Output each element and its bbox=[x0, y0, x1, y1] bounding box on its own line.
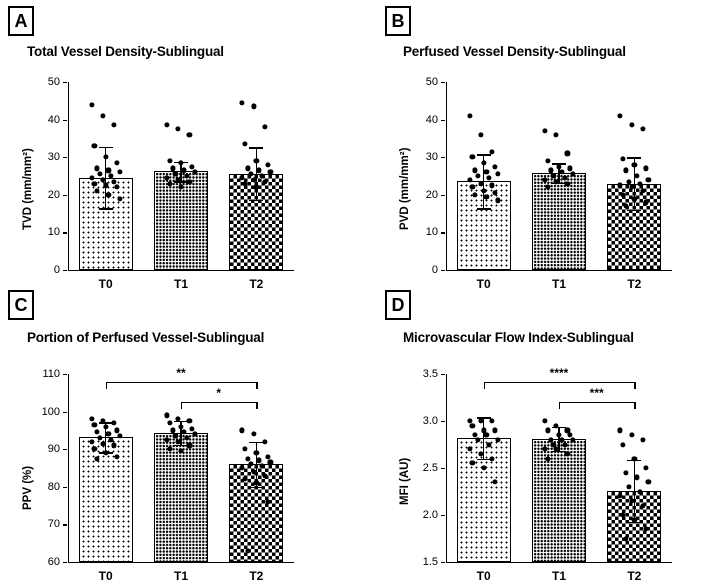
y-tick bbox=[63, 270, 67, 271]
y-tick-label: 50 bbox=[425, 76, 438, 88]
x-tick-label-t1: T1 bbox=[173, 277, 188, 291]
panel-d-title: Microvascular Flow Index-Sublingual bbox=[403, 330, 634, 345]
y-tick-label: 40 bbox=[47, 113, 60, 126]
data-point bbox=[492, 164, 497, 169]
data-point bbox=[478, 132, 483, 137]
data-point bbox=[621, 442, 626, 447]
data-point bbox=[170, 166, 175, 171]
data-point bbox=[484, 170, 489, 175]
x-tick-label-t0: T0 bbox=[98, 277, 113, 291]
data-point bbox=[623, 168, 628, 173]
data-point bbox=[243, 447, 248, 452]
data-point bbox=[245, 166, 250, 171]
error-cap bbox=[249, 147, 263, 148]
data-point bbox=[89, 102, 94, 107]
data-point bbox=[473, 168, 478, 173]
data-point bbox=[257, 168, 262, 173]
error-cap bbox=[627, 157, 641, 158]
panel-b-ylabel: PVD (mm/mm²) bbox=[399, 147, 411, 230]
data-point bbox=[187, 132, 192, 137]
data-point bbox=[95, 166, 100, 171]
data-point bbox=[481, 160, 486, 165]
data-point bbox=[251, 432, 256, 437]
y-tick-label: 110 bbox=[42, 368, 60, 380]
data-point bbox=[167, 158, 172, 163]
significance-bracket bbox=[106, 382, 257, 383]
panel-c-title: Portion of Perfused Vessel-Sublingual bbox=[27, 330, 265, 345]
data-point bbox=[643, 465, 648, 470]
data-point bbox=[95, 430, 100, 435]
data-point bbox=[495, 172, 500, 177]
y-axis bbox=[446, 374, 447, 563]
data-point bbox=[190, 164, 195, 169]
x-axis bbox=[68, 562, 294, 563]
error-cap bbox=[249, 487, 263, 488]
y-tick-label: 10 bbox=[47, 226, 60, 239]
y-tick bbox=[63, 374, 67, 375]
panel-c-ylabel: PPV (%) bbox=[22, 465, 34, 510]
significance-bracket bbox=[181, 402, 256, 403]
x-axis bbox=[446, 562, 672, 563]
error-cap bbox=[99, 147, 113, 148]
y-tick-label: 70 bbox=[47, 518, 60, 531]
y-tick-label: 20 bbox=[425, 188, 438, 201]
data-point bbox=[106, 168, 111, 173]
y-tick bbox=[441, 468, 445, 469]
x-tick-label-t2: T2 bbox=[249, 569, 264, 583]
data-point bbox=[257, 458, 262, 463]
y-tick bbox=[63, 412, 67, 413]
data-point bbox=[626, 484, 631, 489]
data-point bbox=[470, 155, 475, 160]
x-tick-label-t1: T1 bbox=[551, 569, 566, 583]
y-axis bbox=[68, 374, 69, 563]
significance-label: *** bbox=[589, 386, 604, 400]
y-tick-label: 2.5 bbox=[422, 462, 438, 474]
significance-tick bbox=[181, 402, 182, 409]
error-bar bbox=[256, 147, 257, 200]
significance-label: ** bbox=[176, 366, 186, 380]
data-point bbox=[178, 160, 183, 165]
data-point bbox=[556, 164, 561, 169]
y-tick-label: 3.5 bbox=[422, 368, 438, 380]
error-cap bbox=[99, 208, 113, 209]
y-tick-label: 60 bbox=[47, 556, 60, 568]
significance-tick bbox=[559, 402, 560, 409]
error-cap bbox=[249, 200, 263, 201]
y-tick bbox=[441, 120, 445, 121]
data-point bbox=[542, 418, 547, 423]
data-point bbox=[542, 128, 547, 133]
data-point bbox=[190, 426, 195, 431]
x-tick-label-t1: T1 bbox=[173, 569, 188, 583]
data-point bbox=[265, 162, 270, 167]
x-tick-label-t0: T0 bbox=[98, 569, 113, 583]
data-point bbox=[467, 113, 472, 118]
data-point bbox=[565, 151, 570, 156]
data-point bbox=[621, 156, 626, 161]
data-point bbox=[89, 417, 94, 422]
panel-a-letter: A bbox=[8, 6, 34, 36]
y-tick-label: 30 bbox=[47, 151, 60, 164]
data-point bbox=[97, 172, 102, 177]
data-point bbox=[568, 166, 573, 171]
y-tick bbox=[63, 157, 67, 158]
y-tick-label: 2.0 bbox=[422, 509, 438, 521]
y-tick bbox=[441, 374, 445, 375]
data-point bbox=[178, 424, 183, 429]
significance-bracket bbox=[484, 382, 635, 383]
y-axis bbox=[446, 82, 447, 271]
y-tick-label: 80 bbox=[47, 480, 60, 493]
significance-label: * bbox=[216, 386, 221, 400]
y-tick-label: 0 bbox=[53, 264, 60, 276]
data-point bbox=[475, 173, 480, 178]
data-point bbox=[635, 173, 640, 178]
data-point bbox=[554, 132, 559, 137]
data-point bbox=[240, 100, 245, 105]
x-tick-label-t1: T1 bbox=[551, 277, 566, 291]
data-point bbox=[262, 439, 267, 444]
y-tick bbox=[63, 232, 67, 233]
significance-tick bbox=[106, 382, 107, 389]
data-point bbox=[100, 113, 105, 118]
error-cap bbox=[477, 208, 491, 209]
data-point bbox=[240, 428, 245, 433]
y-tick bbox=[441, 195, 445, 196]
y-tick bbox=[63, 562, 67, 563]
y-tick bbox=[63, 487, 67, 488]
data-point bbox=[187, 418, 192, 423]
y-tick bbox=[441, 232, 445, 233]
data-point bbox=[545, 158, 550, 163]
data-point bbox=[92, 143, 97, 148]
data-point bbox=[117, 170, 122, 175]
y-tick bbox=[441, 421, 445, 422]
panel-d-plot bbox=[422, 366, 672, 583]
y-tick-label: 10 bbox=[425, 226, 438, 239]
data-point bbox=[111, 123, 116, 128]
data-point bbox=[635, 475, 640, 480]
data-point bbox=[632, 162, 637, 167]
panel-b-letter: B bbox=[385, 6, 411, 36]
data-point bbox=[618, 428, 623, 433]
data-point bbox=[484, 433, 489, 438]
panel-a-ylabel: TVD (mm/mm²) bbox=[22, 148, 34, 230]
data-point bbox=[640, 437, 645, 442]
panel-c-letter: C bbox=[8, 290, 34, 320]
error-cap bbox=[477, 154, 491, 155]
panel-d-ylabel: MFI (AU) bbox=[399, 457, 411, 505]
data-point bbox=[114, 160, 119, 165]
data-point bbox=[243, 141, 248, 146]
x-axis bbox=[68, 270, 294, 271]
x-tick-label-t2: T2 bbox=[249, 277, 264, 291]
data-point bbox=[623, 470, 628, 475]
x-tick-label-t0: T0 bbox=[476, 569, 491, 583]
y-tick bbox=[63, 195, 67, 196]
data-point bbox=[103, 424, 108, 429]
data-point bbox=[245, 456, 250, 461]
data-point bbox=[92, 422, 97, 427]
x-tick-label-t2: T2 bbox=[627, 277, 642, 291]
data-point bbox=[487, 175, 492, 180]
data-point bbox=[251, 104, 256, 109]
y-tick-label: 50 bbox=[47, 76, 60, 88]
data-point bbox=[629, 433, 634, 438]
y-tick bbox=[63, 449, 67, 450]
significance-tick bbox=[256, 402, 257, 409]
y-axis bbox=[68, 82, 69, 271]
panel-a-title: Total Vessel Density-Sublingual bbox=[27, 44, 224, 59]
y-tick-label: 3.0 bbox=[422, 415, 438, 427]
data-point bbox=[470, 423, 475, 428]
data-point bbox=[164, 413, 169, 418]
y-tick-label: 30 bbox=[425, 151, 438, 164]
y-tick bbox=[63, 120, 67, 121]
data-point bbox=[489, 418, 494, 423]
x-tick-label-t2: T2 bbox=[627, 569, 642, 583]
significance-tick bbox=[634, 402, 635, 409]
data-point bbox=[492, 428, 497, 433]
y-tick bbox=[441, 82, 445, 83]
y-tick bbox=[63, 82, 67, 83]
y-tick-label: 100 bbox=[41, 405, 60, 418]
y-tick-label: 1.5 bbox=[422, 556, 438, 568]
error-cap bbox=[627, 210, 641, 211]
y-tick-label: 40 bbox=[425, 113, 438, 126]
data-point bbox=[646, 177, 651, 182]
y-tick bbox=[441, 562, 445, 563]
significance-label: **** bbox=[549, 366, 569, 380]
data-point bbox=[262, 125, 267, 130]
data-point bbox=[103, 155, 108, 160]
data-point bbox=[254, 158, 259, 163]
y-tick bbox=[63, 524, 67, 525]
y-tick-label: 0 bbox=[431, 264, 438, 276]
panel-c-plot bbox=[41, 366, 294, 583]
panel-b-title: Perfused Vessel Density-Sublingual bbox=[403, 44, 626, 59]
bar-t0 bbox=[79, 437, 133, 562]
data-point bbox=[545, 428, 550, 433]
y-tick bbox=[441, 270, 445, 271]
data-point bbox=[640, 126, 645, 131]
significance-tick bbox=[256, 382, 257, 389]
data-point bbox=[111, 420, 116, 425]
error-bar bbox=[634, 460, 635, 522]
x-axis bbox=[446, 270, 672, 271]
panel-b-plot bbox=[425, 76, 672, 291]
bar-t1 bbox=[532, 439, 586, 562]
data-point bbox=[618, 113, 623, 118]
significance-tick bbox=[634, 382, 635, 389]
data-point bbox=[176, 126, 181, 131]
bar-t1 bbox=[532, 173, 586, 270]
data-point bbox=[254, 450, 259, 455]
data-point bbox=[167, 420, 172, 425]
x-tick-label-t0: T0 bbox=[476, 277, 491, 291]
panel-d-letter: D bbox=[385, 290, 411, 320]
data-point bbox=[164, 123, 169, 128]
data-point bbox=[489, 149, 494, 154]
data-point bbox=[643, 166, 648, 171]
y-tick-label: 90 bbox=[47, 443, 60, 456]
data-point bbox=[646, 480, 651, 485]
panel-a-plot bbox=[47, 76, 294, 291]
y-tick bbox=[441, 157, 445, 158]
y-tick bbox=[441, 515, 445, 516]
y-tick-label: 20 bbox=[47, 188, 60, 201]
data-point bbox=[114, 428, 119, 433]
data-point bbox=[629, 123, 634, 128]
data-point bbox=[265, 454, 270, 459]
data-point bbox=[106, 432, 111, 437]
significance-tick bbox=[484, 382, 485, 389]
significance-bracket bbox=[559, 402, 634, 403]
